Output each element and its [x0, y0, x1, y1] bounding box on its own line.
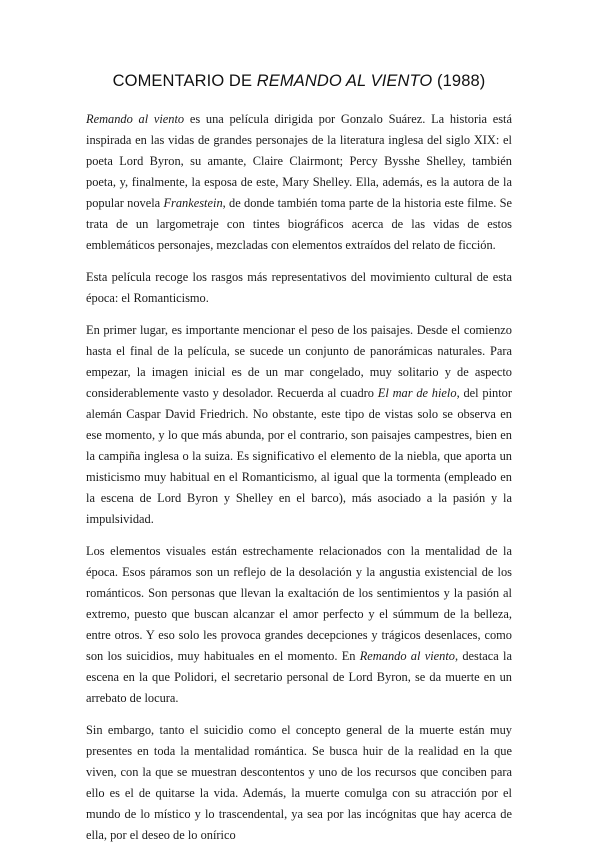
- paragraph-intro: [86, 109, 512, 256]
- title-film-name: REMANDO AL VIENTO: [256, 72, 433, 90]
- paragraph-text: , del pintor alemán Caspar David Friedrich. No obstante, este tipo de vistas solo se observa en ese momento, y lo que más abunda, por el contrario, son paisajes campestres, bien en la campiña inglesa o la suiza. Es significativo el elemento de la niebla, que aporta un misticismo muy habitual en el Romanticismo, al igual que la tormenta (empleado en la escena de Lord Byron y Shelley en el barco), más asociado a la pasión y la impulsividad.: [86, 386, 512, 526]
- paragraph-text: , de donde también toma parte de la historia este filme. Se trata de un largometraje con tintes biográficos acerca de las vidas de estos emblemáticos personajes, mezcladas con elementos extraídos del relato de ficción.: [86, 196, 512, 252]
- paragraph-text: Los elementos visuales están estrechamente relacionados con la mentalidad de la época. Esos páramos son un reflejo de la desolación y la angustia existencial de los románticos. Son personas que llevan la exaltación de los sentimientos y la pasión al extremo, puesto que buscan alcanzar el amor perfecto y el súmmum de la belleza, entre otros. Y eso solo les provoca grandes decepciones y trágicos desenlaces, como son los suicidios, muy habituales en el momento. En: [86, 544, 512, 663]
- title-year: (1988): [432, 72, 486, 90]
- paragraph-visual-elements: [86, 541, 512, 709]
- paragraph-death: Sin embargo, tanto el suicidio como el concepto general de la muerte están muy presentes en toda la mentalidad romántica. Se busca huir de la realidad en la que viven, con la que se muestran descontentos y uno de los recursos que conciben para ello es el de quitarse la vida. Además, la muerte comulga con su atracción por el mundo de lo místico y lo trascendental, ya sea por las incógnitas que hay acerca de ella, por el deseo de lo onírico: [86, 723, 512, 842]
- document-body: [86, 109, 512, 846]
- paragraph-text: En primer lugar, es importante mencionar el peso de los paisajes. Desde el comienzo hasta el final de la película, se sucede un conjunto de panorámicas naturales. Para empezar, la imagen inicial es de un mar congelado, muy solitario y de aspecto considerablemente vasto y desolador. Recuerda al cuadro: [86, 323, 512, 400]
- paragraph-text: , destaca la escena en la que Polidori, el secretario personal de Lord Byron, se da muerte en un arrebato de locura.: [86, 649, 512, 705]
- title-prefix: COMENTARIO DE: [112, 72, 257, 90]
- document-title: [86, 0, 512, 91]
- novel-title-ref: Frankestein: [163, 196, 223, 210]
- paragraph-romanticism: Esta película recoge los rasgos más representativos del movimiento cultural de esta época: el Romanticismo.: [86, 270, 512, 305]
- paragraph-text: es una película dirigida por Gonzalo Suárez. La historia está inspirada en las vidas de grandes personajes de la literatura inglesa del siglo XIX: el poeta Lord Byron, su amante, Claire Clairmont; Percy Bysshe Shelley, también poeta, y, finalmente, la esposa de este, Mary Shelley. Ella, además, es la autora de la popular novela: [86, 112, 513, 210]
- paragraph-landscapes: [86, 320, 512, 530]
- film-title-ref: Remando al viento: [359, 649, 455, 663]
- painting-title-ref: El mar de hielo: [377, 386, 457, 400]
- film-title-ref: Remando al viento: [86, 112, 185, 126]
